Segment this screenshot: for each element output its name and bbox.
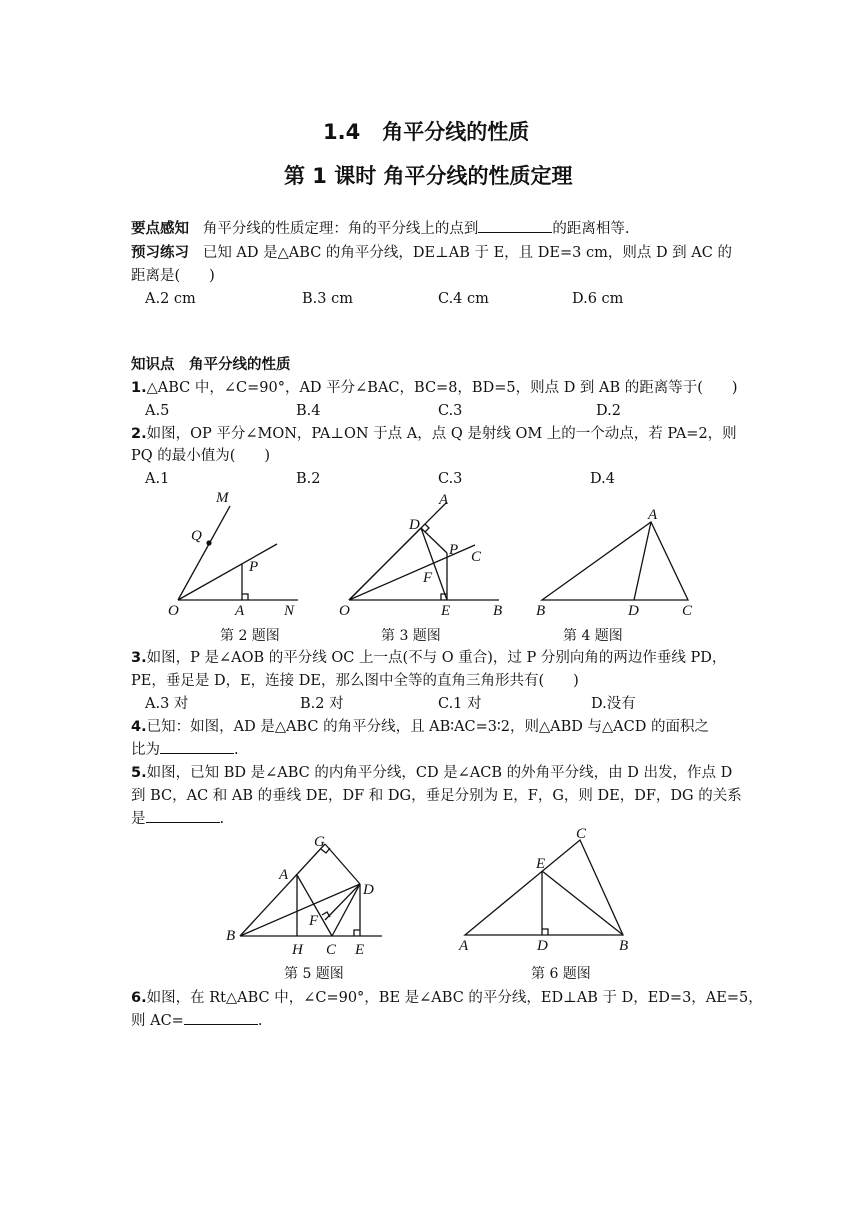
question-3-line-2: PE，垂足是 D，E，连接 DE，那么图中全等的直角三角形共有( ) bbox=[131, 673, 579, 689]
segment-ad bbox=[634, 522, 651, 600]
label-q: Q bbox=[191, 528, 202, 544]
question-text: 如图，P 是∠AOB 的平分线 OC 上一点(不与 O 重合)，过 P 分别向角的两边作垂线 PD， bbox=[146, 650, 727, 666]
label-o: O bbox=[339, 603, 350, 619]
knowledge-heading: 知识点 角平分线的性质 bbox=[131, 357, 291, 373]
label-b: B bbox=[493, 603, 503, 619]
label-a: A bbox=[439, 492, 449, 508]
label-c: C bbox=[682, 603, 693, 619]
label-a: A bbox=[235, 603, 245, 619]
key-points-text-end: 的距离相等. bbox=[552, 221, 630, 237]
question-3 bbox=[131, 647, 726, 669]
label-o: O bbox=[168, 603, 179, 619]
preview-line-2: 距离是( ) bbox=[131, 268, 215, 284]
question-text: 如图，已知 BD 是∠ABC 的内角平分线，CD 是∠ACB 的外角平分线，由 D 出发，作点 D bbox=[146, 765, 733, 781]
question-text: 如图，在 Rt△ABC 中，∠C=90°，BE 是∠ABC 的平分线，ED⊥AB 于 D，ED=3，AE=5， bbox=[146, 990, 763, 1006]
preview-option-a: A.2 cm bbox=[145, 291, 196, 307]
segment-be bbox=[542, 871, 623, 935]
label-b: B bbox=[226, 928, 236, 944]
label-f: F bbox=[309, 913, 319, 929]
question-text-end: . bbox=[257, 1013, 263, 1029]
triangle-abc bbox=[542, 522, 688, 600]
q3-option-a: A.3 对 bbox=[145, 696, 189, 712]
section-number: 1.4 bbox=[323, 120, 361, 144]
preview-label: 预习练习 bbox=[131, 245, 189, 261]
answer-blank[interactable] bbox=[146, 808, 220, 823]
answer-blank[interactable] bbox=[184, 1010, 258, 1025]
triangle-abc bbox=[465, 840, 623, 935]
key-points-label: 要点感知 bbox=[131, 221, 189, 237]
preview-option-c: C.4 cm bbox=[438, 291, 489, 307]
q1-option-d: D.2 bbox=[596, 403, 621, 419]
lesson-subtitle: 第 1 课时 角平分线的性质定理 bbox=[284, 164, 573, 188]
figure-3 bbox=[335, 488, 515, 623]
label-b: B bbox=[536, 603, 546, 619]
question-2 bbox=[131, 423, 737, 445]
question-text-end: . bbox=[234, 742, 239, 758]
q1-option-b: B.4 bbox=[296, 403, 321, 419]
preview-option-d: D.6 cm bbox=[572, 291, 624, 307]
figure-4-caption: 第 4 题图 bbox=[563, 628, 623, 644]
question-4-line-2 bbox=[131, 739, 239, 761]
right-angle-mark-d bbox=[425, 524, 429, 532]
segment-od bbox=[349, 528, 421, 600]
question-4 bbox=[131, 716, 709, 738]
question-number: 2. bbox=[131, 426, 147, 442]
question-text: 比为 bbox=[131, 742, 160, 758]
label-a: A bbox=[459, 938, 469, 954]
key-points-text: 角平分线的性质定理：角的平分线上的点到 bbox=[202, 221, 479, 237]
right-angle-mark-f bbox=[322, 912, 330, 917]
question-5-line-3 bbox=[131, 808, 224, 830]
label-a: A bbox=[279, 867, 289, 883]
segment-gd bbox=[325, 844, 360, 884]
label-h: H bbox=[292, 942, 303, 958]
figure-2-caption: 第 2 题图 bbox=[220, 628, 280, 644]
figure-6 bbox=[455, 826, 645, 960]
answer-blank[interactable] bbox=[160, 739, 234, 754]
key-points bbox=[131, 218, 629, 240]
question-text: 已知：如图，AD 是△ABC 的角平分线，且 AB∶AC=3∶2，则△ABD 与△ACD 的面积之 bbox=[146, 719, 709, 735]
question-5 bbox=[131, 762, 732, 784]
question-6 bbox=[131, 987, 763, 1009]
preview-text: 已知 AD 是△ABC 的角平分线，DE⊥AB 于 E，且 DE=3 cm，则点 D 到 AC 的 bbox=[202, 245, 732, 261]
label-d: D bbox=[537, 938, 548, 954]
label-d: D bbox=[363, 882, 374, 898]
figure-3-caption: 第 3 题图 bbox=[381, 628, 441, 644]
q3-option-b: B.2 对 bbox=[300, 696, 344, 712]
segment-cd bbox=[332, 884, 360, 936]
q2-option-d: D.4 bbox=[590, 471, 615, 487]
figure-6-caption: 第 6 题图 bbox=[531, 966, 591, 982]
label-m: M bbox=[216, 490, 229, 506]
right-angle-mark-d bbox=[542, 929, 548, 935]
segment-df bbox=[325, 884, 360, 920]
point-q bbox=[206, 540, 211, 545]
section-name: 角平分线的性质 bbox=[382, 120, 530, 144]
figure-5-caption: 第 5 题图 bbox=[284, 966, 344, 982]
q1-option-a: A.5 bbox=[145, 403, 170, 419]
figure-4 bbox=[530, 505, 710, 623]
question-5-line-2: 到 BC，AC 和 AB 的垂线 DE，DF 和 DG，垂足分别为 E，F，G，则 DE，DF，DG 的关系 bbox=[131, 788, 742, 804]
question-number: 1. bbox=[131, 380, 147, 396]
q1-option-c: C.3 bbox=[438, 403, 463, 419]
preview-line-1 bbox=[131, 242, 732, 264]
figure-2 bbox=[160, 488, 305, 623]
label-n: N bbox=[284, 603, 295, 619]
right-angle-mark bbox=[242, 594, 248, 600]
question-text-end: . bbox=[219, 811, 225, 827]
label-b: B bbox=[619, 938, 629, 954]
q3-option-c: C.1 对 bbox=[438, 696, 482, 712]
label-c: C bbox=[576, 826, 587, 842]
q2-option-c: C.3 bbox=[438, 471, 463, 487]
question-text: 则 AC= bbox=[131, 1013, 184, 1029]
label-e: E bbox=[536, 856, 546, 872]
q3-option-d: D.没有 bbox=[591, 696, 636, 712]
question-number: 6. bbox=[131, 990, 147, 1006]
question-text: △ABC 中，∠C=90°，AD 平分∠BAC，BC=8，BD=5，则点 D 到 AB 的距离等于( ) bbox=[146, 380, 738, 396]
label-g: G bbox=[314, 834, 325, 850]
question-text: 如图，OP 平分∠MON，PA⊥ON 于点 A，点 Q 是射线 OM 上的一个动点，若 PA=2，则 bbox=[146, 426, 737, 442]
figure-5 bbox=[222, 830, 397, 960]
question-1 bbox=[131, 377, 738, 399]
q2-option-a: A.1 bbox=[145, 471, 170, 487]
label-c: C bbox=[326, 942, 337, 958]
right-angle-mark-e bbox=[354, 930, 360, 936]
label-f: F bbox=[423, 570, 433, 586]
section-title bbox=[323, 116, 529, 146]
question-6-line-2 bbox=[131, 1010, 262, 1032]
question-2-line-2: PQ 的最小值为( ) bbox=[131, 448, 271, 464]
question-number: 5. bbox=[131, 765, 147, 781]
segment-bd bbox=[240, 884, 360, 936]
question-number: 4. bbox=[131, 719, 147, 735]
question-text: 是 bbox=[131, 811, 146, 827]
segment-de bbox=[421, 528, 447, 600]
question-number: 3. bbox=[131, 650, 147, 666]
answer-blank[interactable] bbox=[478, 218, 552, 233]
preview-option-b: B.3 cm bbox=[302, 291, 353, 307]
label-p: P bbox=[249, 559, 259, 575]
label-p: P bbox=[449, 542, 459, 558]
label-d: D bbox=[409, 517, 420, 533]
q2-option-b: B.2 bbox=[296, 471, 321, 487]
label-e: E bbox=[441, 603, 451, 619]
label-d: D bbox=[628, 603, 639, 619]
label-a: A bbox=[648, 507, 658, 523]
label-e: E bbox=[355, 942, 365, 958]
label-c: C bbox=[471, 549, 482, 565]
